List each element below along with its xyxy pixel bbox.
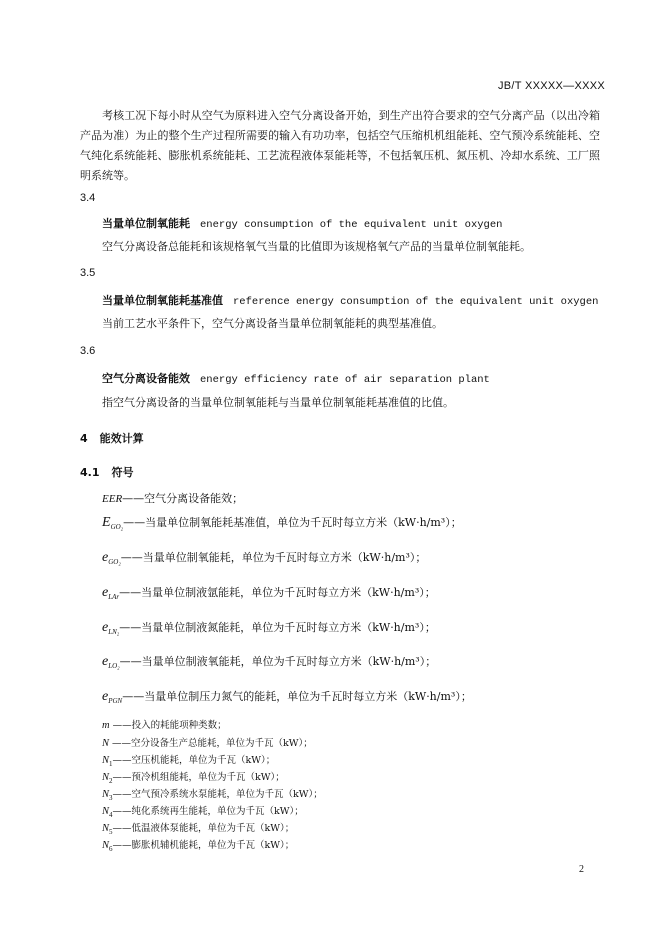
symbol-sub: 3 xyxy=(109,793,113,802)
symbol-sub: 4 xyxy=(109,810,113,819)
symbol-item xyxy=(102,735,313,749)
symbol-desc: ——当量单位制液氧能耗，单位为千瓦时每立方米（kW·h/m³）； xyxy=(119,655,437,668)
symbol-sub: GO₂ xyxy=(110,523,124,532)
symbol-base: N xyxy=(102,755,110,766)
symbol-base: N xyxy=(102,823,110,834)
symbol-sub: LN₂ xyxy=(108,628,120,637)
symbol-desc: ——空压机能耗，单位为千瓦（kW）； xyxy=(112,755,276,766)
term-en: energy efficiency rate of air separation plant xyxy=(200,374,490,386)
symbol-base: m xyxy=(102,720,110,731)
section-title: 能效计算 xyxy=(99,432,144,445)
symbol-sub: 5 xyxy=(109,827,113,836)
symbol-base: e xyxy=(102,550,109,565)
symbol-desc: ——空气分离设备能效； xyxy=(122,492,244,505)
symbol-desc: ——膨胀机辅机能耗，单位为千瓦（kW）； xyxy=(112,840,295,851)
symbol-desc: ——低温液体泵能耗，单位为千瓦（kW）； xyxy=(112,823,295,834)
term-en: energy consumption of the equivalent unit oxygen xyxy=(200,219,503,231)
term-entry xyxy=(102,292,598,308)
symbol-base: N xyxy=(102,738,110,749)
clause-number: 3.5 xyxy=(80,267,96,279)
symbol-item xyxy=(102,717,227,731)
symbol-sub: 6 xyxy=(109,844,113,853)
intro-paragraph xyxy=(80,106,600,186)
symbol-item xyxy=(102,752,275,768)
symbol-base: N xyxy=(102,772,110,783)
symbol-desc: ——空气预冷系统水泵能耗，单位为千瓦（kW）； xyxy=(112,789,323,800)
term-cn: 当量单位制氧能耗基准值 xyxy=(102,294,223,307)
subsection-number: 4.1 xyxy=(80,466,100,479)
symbol-item xyxy=(102,653,436,670)
symbol-sub: 2 xyxy=(109,776,113,785)
symbol-base: E xyxy=(102,515,111,530)
symbol-desc: ——当量单位制氧能耗基准值，单位为千瓦时每立方米（kW·h/m³）； xyxy=(123,516,462,529)
term-cn: 当量单位制氧能耗 xyxy=(102,217,190,230)
clause-number: 3.4 xyxy=(80,192,96,204)
symbol-item xyxy=(102,490,243,506)
symbol-sub: PGN xyxy=(108,697,123,706)
clause-number: 3.6 xyxy=(80,345,96,357)
symbol-sub: LAr xyxy=(108,593,120,602)
page-number: 2 xyxy=(579,864,584,875)
term-entry xyxy=(102,370,490,386)
subsection-title: 符号 xyxy=(111,466,134,479)
symbol-item xyxy=(102,514,462,531)
symbol-desc: ——空分设备生产总能耗，单位为千瓦（kW）； xyxy=(109,738,313,749)
section-heading xyxy=(80,430,144,446)
symbol-item xyxy=(102,769,285,785)
symbol-base: EER xyxy=(102,493,123,505)
term-entry xyxy=(102,215,502,231)
symbol-desc: ——当量单位制压力氮气的能耗，单位为千瓦时每立方米（kW·h/m³）； xyxy=(122,690,472,703)
symbol-item xyxy=(102,619,436,636)
symbol-base: N xyxy=(102,840,110,851)
symbol-sub: LO₂ xyxy=(108,662,120,671)
term-definition: 空气分离设备总能耗和该规格氧气当量的比值即为该规格氧气产品的当量单位制氧能耗。 xyxy=(102,240,531,253)
symbol-sub: GO₂ xyxy=(108,558,121,567)
term-definition: 当前工艺水平条件下，空气分离设备当量单位制氧能耗的典型基准值。 xyxy=(102,317,443,330)
document-code: JB/T XXXXX—XXXX xyxy=(497,80,605,92)
symbol-item xyxy=(102,688,472,705)
term-cn: 空气分离设备能效 xyxy=(102,372,190,385)
symbol-desc: ——纯化系统再生能耗，单位为千瓦（kW）； xyxy=(112,806,304,817)
symbol-desc: ——投入的耗能项种类数； xyxy=(109,720,227,731)
term-en: reference energy consumption of the equivalent unit oxygen xyxy=(233,296,599,308)
symbol-sub: 1 xyxy=(109,759,113,768)
symbol-item xyxy=(102,549,426,566)
symbol-item xyxy=(102,786,323,802)
symbol-base: e xyxy=(102,689,109,704)
symbol-base: e xyxy=(102,654,109,669)
symbol-desc: ——当量单位制氧能耗，单位为千瓦时每立方米（kW·h/m³）； xyxy=(120,551,427,564)
section-number: 4 xyxy=(80,432,88,445)
symbol-base: N xyxy=(102,789,110,800)
symbol-desc: ——预冷机组能耗，单位为千瓦（kW）； xyxy=(112,772,285,783)
symbol-base: e xyxy=(102,585,109,600)
symbol-desc: ——当量单位制液氮能耗，单位为千瓦时每立方米（kW·h/m³）； xyxy=(119,621,436,634)
subsection-heading xyxy=(80,464,134,480)
symbol-item xyxy=(102,820,294,836)
symbol-base: e xyxy=(102,620,109,635)
symbol-item xyxy=(102,837,294,853)
symbol-item xyxy=(102,803,304,819)
term-definition: 指空气分离设备的当量单位制氧能耗与当量单位制氧能耗基准值的比值。 xyxy=(102,396,454,409)
symbol-base: N xyxy=(102,806,110,817)
intro-text: 考核工况下每小时从空气为原料进入空气分离设备开始，到生产出符合要求的空气分离产品（以出冷箱产品为准）为止的整个生产过程所需要的输入有功功率，包括空气压缩机机组能耗、空气预冷系统能耗、空气纯化系统能耗、膨胀机系统能耗、工艺流程液体泵能耗等，不包括氧压机、氮压机、冷却水系统、工厂照明系统等。 xyxy=(80,109,600,182)
symbol-desc: ——当量单位制液氩能耗，单位为千瓦时每立方米（kW·h/m³）； xyxy=(119,586,436,599)
symbol-item xyxy=(102,584,436,601)
